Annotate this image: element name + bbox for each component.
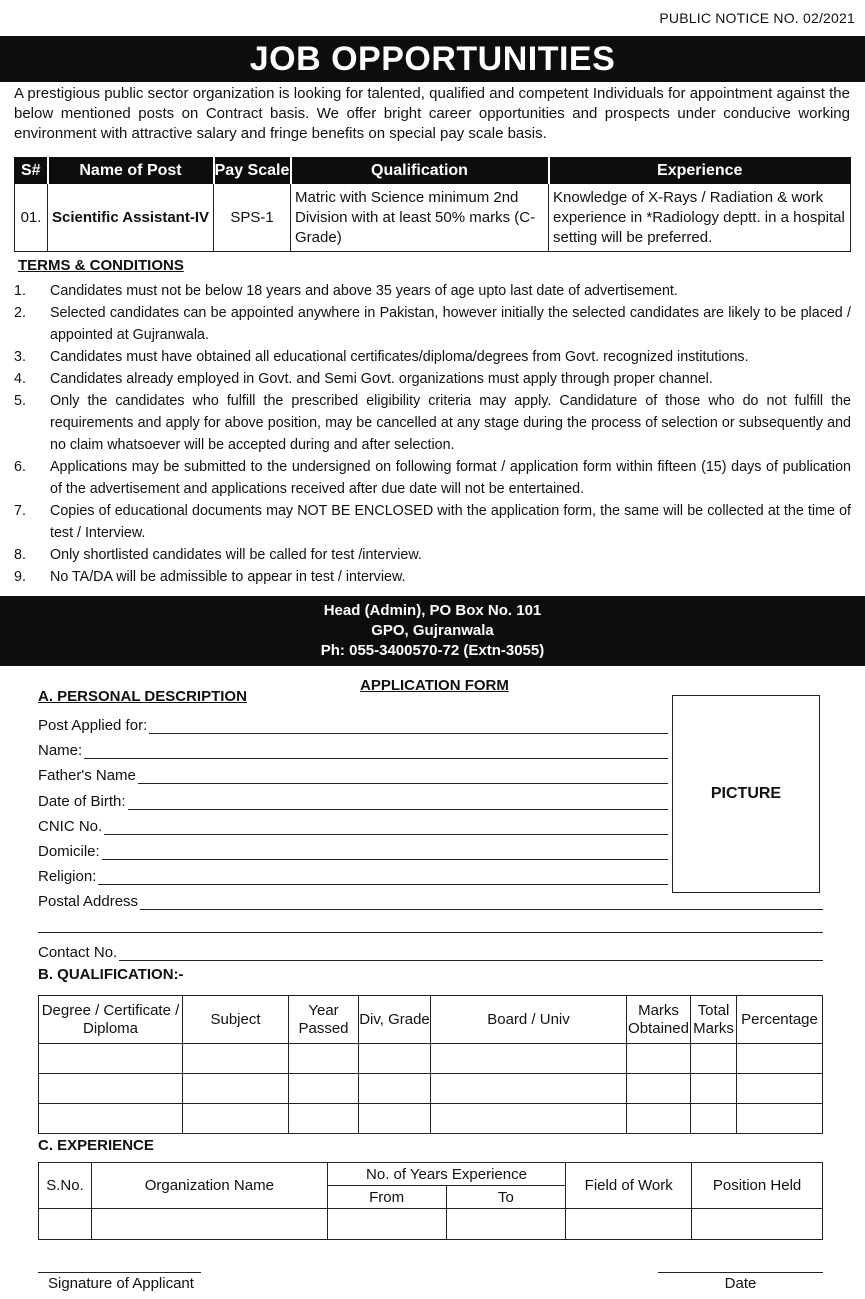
list-item <box>14 368 851 390</box>
term-text: Only shortlisted candidates will be called for test /interview. <box>50 547 422 563</box>
table-row[interactable] <box>39 1074 823 1104</box>
fill-line[interactable] <box>140 898 823 910</box>
table-cell[interactable] <box>289 1104 359 1134</box>
fill-line[interactable] <box>102 848 668 860</box>
term-number: 9. <box>14 569 26 585</box>
term-text: Selected candidates can be appointed anywhere in Pakistan, however initially the selected candidates are likely to be placed / appointed at Gujranwala. <box>50 305 851 343</box>
cnic-field[interactable] <box>38 815 668 835</box>
postal-address-line-2[interactable] <box>38 913 823 933</box>
term-number: 5. <box>14 393 26 409</box>
table-cell[interactable] <box>39 1044 183 1074</box>
table-row[interactable] <box>39 1044 823 1074</box>
picture-box[interactable] <box>672 695 820 893</box>
fill-line[interactable] <box>38 921 823 933</box>
term-text: Candidates must have obtained all educational certificates/diploma/degrees from Govt. recognized institutions. <box>50 349 749 365</box>
list-item <box>14 390 851 456</box>
table-cell[interactable] <box>691 1104 737 1134</box>
postal-address-field[interactable] <box>38 890 823 910</box>
fill-line[interactable] <box>138 772 668 784</box>
field-label: Father's Name <box>38 767 136 784</box>
col-header-from: From <box>327 1186 446 1209</box>
field-label: Name: <box>38 742 83 759</box>
intro-paragraph: A prestigious public sector organization is looking for talented, qualified and competent Individuals for appointment against the below mentioned posts on Contract basis. We offer bright career opportunities and prospects under conducive working environment with attractive salary and fringe benefits on special pay scale basis. <box>14 85 850 142</box>
field-label: Religion: <box>38 868 97 885</box>
name-field[interactable] <box>38 739 668 759</box>
table-cell[interactable] <box>39 1104 183 1134</box>
col-header-organization: Organization Name <box>91 1163 327 1209</box>
col-header-degree: Degree / Certificate / Diploma <box>39 996 183 1044</box>
col-header-sno: S# <box>15 158 48 184</box>
table-cell[interactable] <box>627 1044 691 1074</box>
page-title: JOB OPPORTUNITIES <box>0 36 865 82</box>
table-cell[interactable] <box>737 1074 823 1104</box>
table-cell[interactable] <box>737 1104 823 1134</box>
section-c-heading: C. EXPERIENCE <box>38 1137 154 1154</box>
fill-line[interactable] <box>119 949 823 961</box>
section-a-heading: A. PERSONAL DESCRIPTION <box>38 688 247 705</box>
table-cell[interactable] <box>692 1209 823 1240</box>
table-cell[interactable] <box>431 1104 627 1134</box>
list-item <box>14 456 851 500</box>
field-label: Post Applied for: <box>38 717 148 734</box>
col-header-total: Total Marks <box>691 996 737 1044</box>
contact-field[interactable] <box>38 941 823 961</box>
exp-header-row <box>39 1163 823 1186</box>
table-cell[interactable] <box>627 1074 691 1104</box>
col-header-to: To <box>446 1186 566 1209</box>
table-cell[interactable] <box>737 1044 823 1074</box>
table-cell[interactable] <box>327 1209 446 1240</box>
address-line-2: GPO, Gujranwala <box>371 622 494 639</box>
post-qualification: Matric with Science minimum 2nd Division with at least 50% marks (C-Grade) <box>291 184 549 252</box>
address-block <box>0 596 865 666</box>
list-item <box>14 302 851 346</box>
picture-label: PICTURE <box>710 785 782 802</box>
table-cell[interactable] <box>39 1074 183 1104</box>
religion-field[interactable] <box>38 865 668 885</box>
table-cell[interactable] <box>39 1209 92 1240</box>
post-name: Scientific Assistant-IV <box>48 184 214 252</box>
post-pay-scale: SPS-1 <box>214 184 291 252</box>
table-row[interactable] <box>39 1209 823 1240</box>
term-number: 3. <box>14 349 26 365</box>
fill-line[interactable] <box>149 722 668 734</box>
fill-line[interactable] <box>98 873 668 885</box>
terms-list <box>14 280 851 588</box>
section-b-heading: B. QUALIFICATION:- <box>38 966 184 983</box>
field-label: CNIC No. <box>38 818 103 835</box>
term-number: 6. <box>14 459 26 475</box>
col-header-subject: Subject <box>183 996 289 1044</box>
signature-line[interactable]: Signature of Applicant <box>38 1272 201 1292</box>
term-text: Copies of educational documents may NOT BE ENCLOSED with the application form, the same will be collected at the time of test / Interview. <box>50 503 851 541</box>
father-name-field[interactable] <box>38 764 668 784</box>
term-number: 7. <box>14 503 26 519</box>
posts-table <box>14 157 851 252</box>
col-header-sno: S.No. <box>39 1163 92 1209</box>
post-applied-field[interactable] <box>38 714 668 734</box>
field-label: Postal Address <box>38 893 139 910</box>
fill-line[interactable] <box>128 798 668 810</box>
qualification-table <box>38 995 823 1134</box>
terms-heading: TERMS & CONDITIONS <box>18 257 184 274</box>
experience-table <box>38 1162 823 1240</box>
col-header-year: Year Passed <box>289 996 359 1044</box>
col-header-board: Board / Univ <box>431 996 627 1044</box>
address-line-1: Head (Admin), PO Box No. 101 <box>323 602 542 619</box>
table-cell[interactable] <box>566 1209 692 1240</box>
list-item <box>14 280 851 302</box>
table-cell[interactable] <box>627 1104 691 1134</box>
col-header-percentage: Percentage <box>737 996 823 1044</box>
table-cell[interactable] <box>183 1044 289 1074</box>
col-header-position: Position Held <box>692 1163 823 1209</box>
col-header-years: No. of Years Experience <box>327 1163 566 1186</box>
table-cell[interactable] <box>691 1044 737 1074</box>
post-sno: 01. <box>15 184 48 252</box>
table-cell[interactable] <box>446 1209 566 1240</box>
table-cell[interactable] <box>359 1074 431 1104</box>
term-text: No TA/DA will be admissible to appear in test / interview. <box>50 569 406 585</box>
fill-line[interactable] <box>104 823 668 835</box>
col-header-field: Field of Work <box>566 1163 692 1209</box>
term-number: 8. <box>14 547 26 563</box>
list-item <box>14 566 851 588</box>
field-label: Date of Birth: <box>38 793 126 810</box>
table-cell[interactable] <box>289 1074 359 1104</box>
table-cell[interactable] <box>431 1074 627 1104</box>
table-cell[interactable] <box>691 1074 737 1104</box>
term-text: Candidates must not be below 18 years and above 35 years of age upto last date of advertisement. <box>50 283 678 299</box>
col-header-marks: Marks Obtained <box>627 996 691 1044</box>
term-text: Applications may be submitted to the undersigned on following format / application form within fifteen (15) days of publication of the advertisement and applications received after due date will not be entertained. <box>50 459 851 497</box>
term-text: Candidates already employed in Govt. and Semi Govt. organizations must apply through proper channel. <box>50 371 713 387</box>
application-form-title: APPLICATION FORM <box>360 677 509 694</box>
table-cell[interactable] <box>183 1074 289 1104</box>
public-notice-number: PUBLIC NOTICE NO. 02/2021 <box>659 10 855 26</box>
domicile-field[interactable] <box>38 840 668 860</box>
table-row <box>15 184 851 252</box>
date-line[interactable]: Date <box>658 1272 823 1292</box>
field-label: Contact No. <box>38 944 118 961</box>
posts-header-row <box>15 158 851 184</box>
table-cell[interactable] <box>431 1044 627 1074</box>
term-text: Only the candidates who fulfill the prescribed eligibility criteria may apply. Candidature of those who do not fulfill the requirements and apply for above position, may be cancelled at any stage during the process of selection or subsequently and no claim whatsoever will be accepted during and after selection. <box>50 393 851 453</box>
term-number: 1. <box>14 283 26 299</box>
col-header-experience: Experience <box>549 158 851 184</box>
table-cell[interactable] <box>91 1209 327 1240</box>
qual-header-row <box>39 996 823 1044</box>
col-header-pay-scale: Pay Scale <box>214 158 291 184</box>
list-item <box>14 500 851 544</box>
address-phone: Ph: 055-3400570-72 (Extn-3055) <box>320 642 545 659</box>
table-cell[interactable] <box>359 1104 431 1134</box>
term-number: 4. <box>14 371 26 387</box>
table-row[interactable] <box>39 1104 823 1134</box>
table-cell[interactable] <box>359 1044 431 1074</box>
term-number: 2. <box>14 305 26 321</box>
col-header-post: Name of Post <box>48 158 214 184</box>
list-item <box>14 346 851 368</box>
list-item <box>14 544 851 566</box>
dob-field[interactable] <box>38 790 668 810</box>
table-cell[interactable] <box>183 1104 289 1134</box>
post-experience: Knowledge of X-Rays / Radiation & work experience in *Radiology deptt. in a hospital setting will be preferred. <box>549 184 851 252</box>
col-header-div: Div, Grade <box>359 996 431 1044</box>
field-label: Domicile: <box>38 843 100 860</box>
table-cell[interactable] <box>289 1044 359 1074</box>
col-header-qualification: Qualification <box>291 158 549 184</box>
fill-line[interactable] <box>84 747 668 759</box>
